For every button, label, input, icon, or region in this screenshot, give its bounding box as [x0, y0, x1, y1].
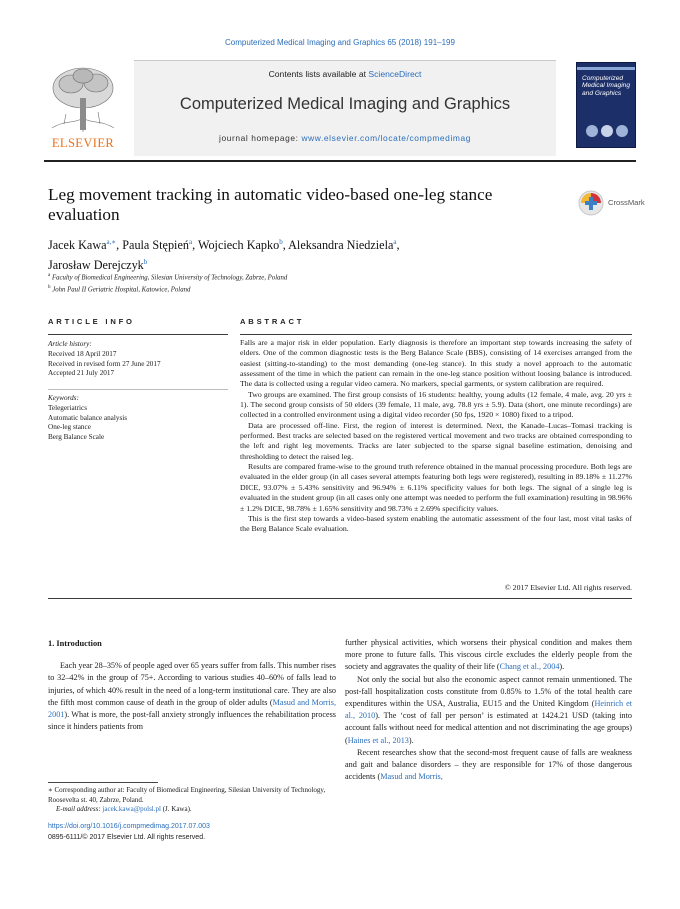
homepage-prefix: journal homepage:: [219, 133, 302, 143]
author-affiliation-marker[interactable]: b: [279, 238, 283, 246]
footnote-text: ∗ Corresponding author at: Faculty of Biomedical Engineering, Silesian University of Technology, Roosevelta st. 40, Zabrze, Poland.: [48, 786, 326, 804]
body-column-left: [48, 638, 336, 733]
body-text: ). What is more, the post-fall anxiety strongly influences the rehabilitation process since it hinders patients from: [48, 710, 336, 732]
elsevier-tree-icon: [44, 62, 122, 134]
footnote-divider: [48, 782, 158, 783]
citation-link[interactable]: Chang et al., 2004: [499, 662, 560, 672]
journal-homepage-line: [134, 133, 556, 143]
body-text: Not only the social but also the economic aspect cannot remain unmentioned. The post-fall hospitalization costs constitute from 0.85% to 1.5% of the total health care expenditures within the USA, Australia, EU15 and the United Kingdom (: [345, 674, 632, 709]
citation-link[interactable]: Haines et al., 2013: [347, 735, 409, 745]
body-text: ).: [408, 735, 414, 745]
abstract-divider: [240, 334, 632, 335]
keywords: [48, 394, 228, 443]
author-affiliation-marker[interactable]: b: [143, 258, 148, 267]
abstract-paragraph: This is the first step towards a video-based system enabling the automatic assessment of the four last, most vital tasks of the Berg Balance Scale evaluation.: [240, 513, 632, 534]
publisher-wordmark: ELSEVIER: [51, 136, 115, 150]
affiliation-text: John Paul II Geriatric Hospital, Katowice, Poland: [52, 286, 191, 294]
citation-link[interactable]: Heinrich et al., 2010: [345, 699, 632, 721]
author-name[interactable]: Paula Stępień: [122, 238, 189, 253]
section-heading-introduction: 1. Introduction: [48, 639, 102, 648]
journal-reference-link[interactable]: Computerized Medical Imaging and Graphics 65 (2018) 191–199: [225, 38, 455, 47]
email-line: [48, 805, 336, 815]
history-item: Received in revised form 27 June 2017: [48, 359, 161, 368]
keyword-item: Automatic balance analysis: [48, 413, 128, 422]
author-name[interactable]: Jarosław Derejczyk: [48, 258, 144, 273]
body-paragraph: [345, 674, 632, 747]
sciencedirect-link[interactable]: ScienceDirect: [368, 69, 422, 79]
author-email-link[interactable]: jacek.kawa@polsl.pl: [102, 805, 161, 814]
cover-band: [577, 67, 635, 70]
contents-prefix: Contents lists available at: [268, 69, 369, 79]
affiliations: [48, 271, 608, 295]
contents-line: [134, 69, 556, 79]
affiliation-item: [48, 283, 608, 295]
body-text: Recent researches show that the second-most frequent cause of falls are weakness and gait and balance disorders – they are responsible for 17% of those dangerous accidents (: [345, 747, 632, 782]
history-heading: Article history:: [48, 340, 92, 348]
crossmark-label: CrossMark: [608, 198, 645, 207]
elsevier-logo[interactable]: [44, 62, 122, 152]
body-paragraph: [345, 747, 632, 784]
corresponding-author-footnote: [48, 786, 336, 815]
body-column-right: [345, 637, 632, 783]
copyright-notice: © 2017 Elsevier Ltd. All rights reserved.: [504, 583, 632, 592]
email-suffix: (J. Kawa).: [160, 805, 192, 814]
body-paragraph: [345, 637, 632, 674]
author-list: Jacek Kawa$^{a,∗}$, Paula Stępień$^a$, Wojciech Kapko$^b$, Aleksandra Niedziela$^a$, Jarosław Derejczyk$^b$: [48, 238, 400, 273]
affiliation-item: [48, 271, 608, 283]
paper-title: Leg movement tracking in automatic video-based one-leg stance evaluation: [48, 185, 493, 224]
journal-homepage-link[interactable]: www.elsevier.com/locate/compmedimag: [301, 133, 471, 143]
keyword-item: Telegeriatrics: [48, 403, 88, 412]
affiliation-marker: a: [48, 273, 51, 278]
affiliation-marker: b: [48, 284, 51, 290]
abstract-heading: ABSTRACT: [240, 317, 305, 326]
abstract-paragraph: Falls are a major risk in elder population. Early diagnosis is therefore an important step towards increasing the safety of elders. One of the common diagnostic tests is the Berg Balance Scale (BBS), consisting of 14 exercises arranged from the easiest (sitting-to-standing) to the most demanding (one-leg stance). In this study a novel approach to the automatic assessment of the time in which the patient can remain in the one-leg stance position without loosing balance is introduced. The data is collected using a regular video camera. No markers, special garments, or system calibration are required.: [240, 338, 632, 389]
crossmark-badge[interactable]: [578, 190, 648, 220]
keyword-item: One-leg stance: [48, 423, 91, 432]
header-divider: [44, 160, 636, 162]
body-paragraph: [48, 660, 336, 733]
issn-copyright: 0895-6111/© 2017 Elsevier Ltd. All rights reserved.: [48, 834, 206, 841]
body-text: ). The ‘cost of fall per person’ is estimated at 1424.21 USD (taking into account falls without need for medical attention and not discriminating the age groups) (: [345, 711, 632, 745]
cover-image-icon: [578, 121, 636, 141]
article-history: [48, 340, 228, 379]
body-text: Each year 28–35% of people aged over 65 years suffer from falls. This number rises to 32–42% in the group of 75+. According to various studies 40–60% of falls lead to injuries, of which 40% result in the need of a long-term institutional care. They are also the fifth most common cause of death in the group of older adults (: [48, 661, 336, 707]
history-item: Received 18 April 2017: [48, 349, 117, 358]
email-label: E-mail address:: [56, 805, 103, 814]
citation-link[interactable]: Masud and Morris, 2001: [48, 697, 336, 720]
keyword-item: Berg Balance Scale: [48, 433, 105, 442]
article-info-divider: [48, 334, 228, 335]
abstract-paragraph: Data are processed off-line. First, the region of interest is determined. Next, the Kanade–Lucas–Tomasi tracking is performed. Best tracks are selected based on the registered vertical movement and two tracks are obtained corresponding to the left and right leg movements. Tracks are later subjected to the sparse signal baseline estimation, denoising and thresholding to detect the raised leg.: [240, 420, 632, 461]
abstract-bottom-divider: [48, 598, 632, 599]
journal-title: Computerized Medical Imaging and Graphics: [179, 95, 511, 113]
masthead-box: [134, 60, 556, 156]
author-name[interactable]: Aleksandra Niedziela: [288, 238, 394, 253]
abstract-body: [240, 338, 632, 535]
affiliation-text: Faculty of Biomedical Engineering, Silesian University of Technology, Zabrze, Poland: [51, 274, 288, 282]
crossmark-icon: [578, 190, 604, 216]
article-info-heading: ARTICLE INFO: [48, 317, 135, 326]
abstract-paragraph: Results are compared frame-wise to the ground truth reference obtained in the manual processing procedure. Both legs are evaluated in the elder group (in all cases several attempts featuring both legs were registered), resulting in 89.18% ± 11.27% DICE, 93.07% ± 5.43% sensitivity and 96.94% ± 6.11% specificity values for both legs. The signal of a single leg is evaluated in the student group (in all cases only one attempt was needed to perform the full examination) resulting in 98.96% ± 1.2% DICE, 98.78% ± 1.65% sensitivity and 98.73% ± 2.69% specificity values.: [240, 462, 632, 513]
doi-link[interactable]: https://doi.org/10.1016/j.compmedimag.2017.07.003: [48, 823, 210, 830]
journal-masthead: [44, 60, 636, 156]
journal-cover-thumbnail[interactable]: [576, 62, 636, 148]
author-name[interactable]: Wojciech Kapko: [197, 238, 280, 253]
citation-link[interactable]: Masud and Morris,: [380, 772, 443, 782]
keywords-heading: Keywords:: [48, 394, 79, 402]
body-text: ).: [559, 662, 565, 672]
author-affiliation-marker[interactable]: a: [393, 238, 397, 246]
author-affiliation-marker[interactable]: a,∗: [106, 238, 117, 246]
keywords-divider: [48, 389, 228, 390]
body-text: further physical activities, which worsens their physical condition and makes them more prone to future falls. This viscous circle excludes the elderly people from the society and aggravates the quality of their life (: [345, 638, 632, 672]
abstract-paragraph: Two groups are examined. The first group consists of 16 students: healthy, young adults (12 female, 4 male, avg. 20 yrs ± 1). The second group consists of 50 elders (39 female, 11 male, avg. 78.8 yrs ± 5.9). Data (short, one minute recordings) are collected in a controlled environment using a digital video recorder (50 fps, 1920 × 1080) fixed to a tripod.: [240, 389, 632, 420]
cover-title: Computerized Medical Imaging and Graphics: [582, 75, 631, 97]
author-name[interactable]: Jacek Kawa: [48, 238, 107, 253]
author-affiliation-marker[interactable]: a: [188, 238, 193, 246]
history-item: Accepted 21 July 2017: [48, 369, 115, 378]
